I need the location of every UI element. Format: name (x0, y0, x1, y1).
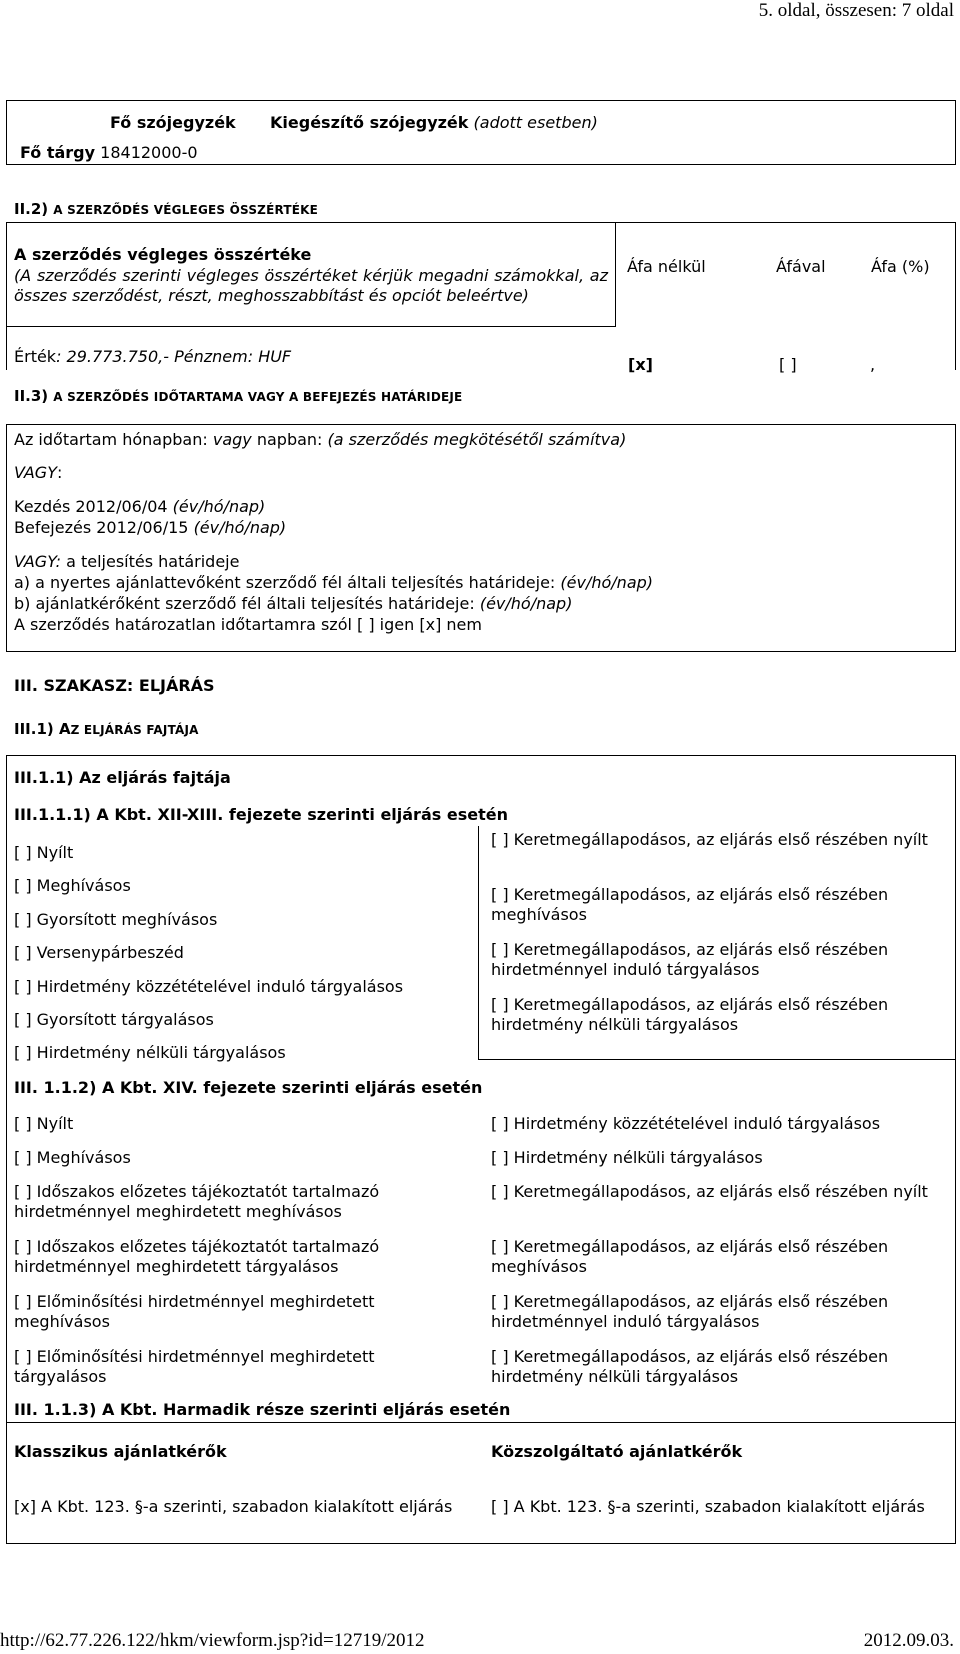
end-date: Befejezés 2012/06/15 (év/hó/nap) (14, 518, 287, 537)
deadline-a: a) a nyertes ajánlattevőként szerződő fél általi teljesítés határideje: (év/hó/nap) (14, 573, 654, 592)
p2-right-0: [ ] Hirdetmény közzétételével induló tárgyalásos (491, 1114, 881, 1133)
p1-right-1: [ ] Keretmegállapodásos, az eljárás első részében meghívásos (491, 885, 889, 924)
main-object: Fő tárgy 18412000-0 (20, 143, 198, 162)
vocab-box-top (6, 100, 956, 101)
p2-right-1: [ ] Hirdetmény nélküli tárgyalásos (491, 1148, 763, 1167)
ii3-box-top (6, 424, 956, 425)
indefinite-duration: A szerződés határozatlan időtartamra szól [ ] igen [x] nem (14, 615, 482, 634)
supp-vocab: Kiegészítő szójegyzék (adott esetben) (270, 113, 598, 132)
p2-left-5: [ ] Előminősítési hirdetménnyel meghirdetett tárgyalásos (14, 1347, 375, 1386)
p1-left-3: [ ] Versenypárbeszéd (14, 943, 184, 962)
ii3-box-left (6, 424, 7, 652)
p2-left-4: [ ] Előminősítési hirdetménnyel meghirdetett meghívásos (14, 1292, 375, 1331)
ii2-box-right (955, 222, 956, 370)
iii-box-left (6, 755, 7, 1544)
p1-left-6: [ ] Hirdetmény nélküli tárgyalásos (14, 1043, 286, 1062)
p1-left-2: [ ] Gyorsított meghívásos (14, 910, 218, 929)
iii-box-title: III.1.1) Az eljárás fajtája (14, 768, 231, 787)
or-label-2: VAGY: a teljesítés határideje (14, 552, 240, 571)
duration-line: Az időtartam hónapban: vagy napban: (a szerződés megkötésétől számítva) (14, 430, 627, 449)
section-ii3-heading: II.3) A SZERZŐDÉS IDŐTARTAMA VAGY A BEFEJEZÉS HATÁRIDEJE (14, 387, 463, 405)
vat-pct-value: , (870, 355, 876, 374)
p2-right-5: [ ] Keretmegállapodásos, az eljárás első részében hirdetmény nélküli tárgyalásos (491, 1347, 889, 1386)
iii-box-bottom (6, 1543, 956, 1544)
value-line: Érték: 29.773.750,- Pénznem: HUF (14, 347, 292, 366)
part2-title: III. 1.1.2) A Kbt. XIV. fejezete szerinti eljárás esetén (14, 1078, 483, 1097)
p2-right-3: [ ] Keretmegállapodásos, az eljárás első részében meghívásos (491, 1237, 889, 1276)
ii2-box-title: A szerződés végleges összértéke (14, 245, 312, 264)
ii2-box-note: (A szerződés szerinti végleges összértéket kérjük megadni számokkal, az összes szerződést, részt, meghosszabbítást és opciót beleértve) (14, 266, 608, 305)
p2-left-2: [ ] Időszakos előzetes tájékoztatót tartalmazó hirdetménnyel meghirdetett meghívásos (14, 1182, 380, 1221)
p1-right-3: [ ] Keretmegállapodásos, az eljárás első részében hirdetmény nélküli tárgyalásos (491, 995, 889, 1034)
footer-date: 2012.09.03. (863, 1630, 954, 1651)
vocab-box-left (6, 100, 7, 165)
p1-left-4: [ ] Hirdetmény közzétételével induló tárgyalásos (14, 977, 404, 996)
p3-left-item: [x] A Kbt. 123. §-a szerinti, szabadon kialakított eljárás (14, 1497, 453, 1516)
col-vat-pct: Áfa (%) (871, 257, 930, 276)
iii-box-right (955, 755, 956, 1544)
col-no-vat: Áfa nélkül (627, 257, 706, 276)
ii3-box-bottom (6, 651, 956, 652)
section-iii1-heading: III.1) AZ ELJÁRÁS FAJTÁJA (14, 720, 199, 738)
p1-right-0: [ ] Keretmegállapodásos, az eljárás első részében nyílt (491, 830, 928, 849)
ii2-inner-bottom (6, 326, 615, 327)
p2-left-1: [ ] Meghívásos (14, 1148, 131, 1167)
part3-title: III. 1.1.3) A Kbt. Harmadik része szerinti eljárás esetén (14, 1400, 511, 1419)
part1-divider (478, 826, 479, 1060)
section-iii-title: III. SZAKASZ: ELJÁRÁS (14, 676, 215, 695)
part1-title: III.1.1.1) A Kbt. XII-XIII. fejezete szerinti eljárás esetén (14, 805, 508, 824)
ii3-box-right (955, 424, 956, 652)
main-vocab-label: Fő szójegyzék (110, 113, 236, 132)
ii2-box-top (6, 222, 956, 223)
p2-left-0: [ ] Nyílt (14, 1114, 74, 1133)
p3-right-item: [ ] A Kbt. 123. §-a szerinti, szabadon kialakított eljárás (491, 1497, 925, 1516)
or-label-1: VAGY: (14, 463, 63, 482)
iii-box-top (6, 755, 956, 756)
p1-left-0: [ ] Nyílt (14, 843, 74, 862)
section-ii2-heading: II.2) A SZERZŐDÉS VÉGLEGES ÖSSZÉRTÉKE (14, 200, 319, 218)
deadline-b: b) ajánlatkérőként szerződő fél általi teljesítés határideje: (év/hó/nap) (14, 594, 573, 613)
p2-right-4: [ ] Keretmegállapodásos, az eljárás első részében hirdetménnyel induló tárgyalásos (491, 1292, 889, 1331)
vocab-box-right (955, 100, 956, 165)
footer-url: http://62.77.226.122/hkm/viewform.jsp?id=12719/2012 (0, 1630, 425, 1651)
col-with-vat: Áfával (776, 257, 826, 276)
p1-left-1: [ ] Meghívásos (14, 876, 131, 895)
ii2-box-divider (615, 222, 616, 327)
part1-right-bottom (478, 1059, 955, 1060)
part3-line (6, 1422, 956, 1423)
p3-left-head: Klasszikus ajánlatkérők (14, 1442, 227, 1461)
p1-right-2: [ ] Keretmegállapodásos, az eljárás első részében hirdetménnyel induló tárgyalásos (491, 940, 889, 979)
p2-left-3: [ ] Időszakos előzetes tájékoztatót tartalmazó hirdetménnyel meghirdetett tárgyalásos (14, 1237, 380, 1276)
with-vat-mark: [ ] (779, 355, 797, 374)
p3-right-head: Közszolgáltató ajánlatkérők (491, 1442, 743, 1461)
p1-left-5: [ ] Gyorsított tárgyalásos (14, 1010, 214, 1029)
ii2-box-left (6, 222, 7, 370)
vocab-box-bottom (6, 164, 956, 165)
no-vat-mark: [x] (628, 355, 653, 374)
page-number: 5. oldal, összesen: 7 oldal (758, 0, 954, 21)
p2-right-2: [ ] Keretmegállapodásos, az eljárás első részében nyílt (491, 1182, 928, 1201)
start-date: Kezdés 2012/06/04 (év/hó/nap) (14, 497, 266, 516)
